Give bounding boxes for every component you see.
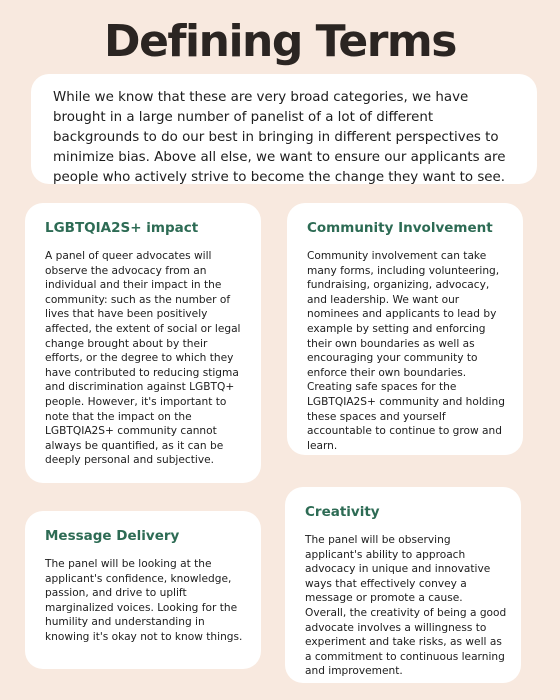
intro-card <box>31 74 537 184</box>
page-title: Defining Terms <box>104 16 456 67</box>
message-delivery-body: The panel will be looking at the applicant's confidence, knowledge, passion, and drive to uplift marginalized voices. Looking for the humility and understanding in knowing it's okay not to know things. <box>45 558 243 643</box>
creativity-body: The panel will be observing applicant's ability to approach advocacy in unique and innovative ways that effectively convey a message or promote a cause. Overall, the creativity of being a good advocate involves a willingness to experiment and take risks, as well as a commitment to continuous learning and improvement. <box>305 534 507 678</box>
creativity-card <box>285 487 521 683</box>
lgbtqia2s-impact-card <box>25 203 261 483</box>
message-delivery-heading: Message Delivery <box>45 528 180 544</box>
message-delivery-card <box>25 511 261 669</box>
community-involvement-heading: Community Involvement <box>307 220 493 236</box>
lgbtqia2s-impact-heading: LGBTQIA2S+ impact <box>45 220 199 236</box>
community-involvement-body: Community involvement can take many forms, including volunteering, fundraising, organizing, advocacy, and leadership. We want our nominees and applicants to lead by example by setting and enforcing their own boundaries as well as encouraging your community to enforce their own boundaries. Creating safe spaces for the LGBTQIA2S+ community and holding these spaces and yourself accountable to continue to grow and learn. <box>307 250 505 452</box>
community-involvement-card <box>287 203 523 455</box>
intro-text: While we know that these are very broad categories, we have brought in a large number of panelist of a lot of different backgrounds to do our best in bringing in different perspectives to minimize bias. Above all else, we want to ensure our applicants are people who actively strive to become the change they want to see. <box>53 90 506 185</box>
lgbtqia2s-impact-body: A panel of queer advocates will observe the advocacy from an individual and their impact in the community: such as the number of lives that have been positively affected, the extent of social or legal change brought about by their efforts, or the degree to which they have contributed to reducing stigma and discrimination against LGBTQ+ people. However, it's important to note that the impact on the LGBTQIA2S+ community cannot always be quantified, as it can be deeply personal and subjective. <box>45 250 241 467</box>
creativity-heading: Creativity <box>305 504 380 520</box>
